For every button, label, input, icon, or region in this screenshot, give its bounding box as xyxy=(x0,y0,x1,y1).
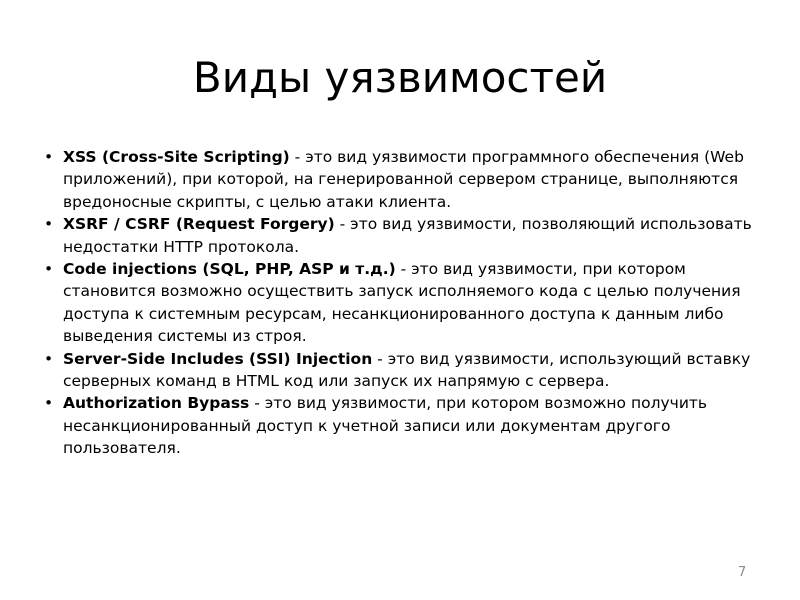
bullet-term: Code injections (SQL, PHP, ASP и т.д.) xyxy=(63,260,396,279)
bullet-item-ssi-injection xyxy=(44,348,760,393)
bullet-icon: • xyxy=(44,394,54,413)
bullet-icon: • xyxy=(44,148,54,166)
bullet-item-csrf xyxy=(44,213,760,258)
bullet-term: Authorization Bypass xyxy=(63,394,250,413)
bullet-icon: • xyxy=(44,260,54,279)
bullet-term: Server-Side Includes (SSI) Injection xyxy=(63,349,373,368)
bullet-item-code-injections xyxy=(44,258,760,348)
bullet-item-authorization-bypass xyxy=(44,392,760,459)
bullet-term: XSRF / CSRF (Request Forgery) xyxy=(63,215,335,234)
bullet-text: - это вид уязвимости, при котором возможно получить несанкционированный доступ к учетной записи или документам другого пользователя. xyxy=(63,394,708,458)
bullet-icon: • xyxy=(44,215,54,234)
bullet-text: - это вид уязвимости программного обеспечения (Web приложений), при которой, на генерированной сервером странице, выполняются вредоносные скрипты, с целью атаки клиента. xyxy=(63,148,744,211)
bullet-text: - это вид уязвимости, использующий вставку серверных команд в HTML код или запуск их напрямую с сервера. xyxy=(63,349,751,391)
bullet-text: - это вид уязвимости, позволяющий использовать недостатки HTTP протокола. xyxy=(63,215,752,256)
bullet-item-xss xyxy=(44,146,760,213)
bullet-term: XSS (Cross-Site Scripting) xyxy=(63,148,290,166)
slide-title: Виды уязвимостей xyxy=(192,53,608,102)
bullet-text: - это вид уязвимости, при котором становится возможно осуществить запуск исполняемого кода с целью получения доступа к системным ресурсам, несанкционированного доступа к данным либо выведения системы из строя. xyxy=(63,260,741,346)
page-number: 7 xyxy=(738,565,747,580)
bullet-list xyxy=(44,146,760,460)
bullet-icon: • xyxy=(44,349,54,368)
